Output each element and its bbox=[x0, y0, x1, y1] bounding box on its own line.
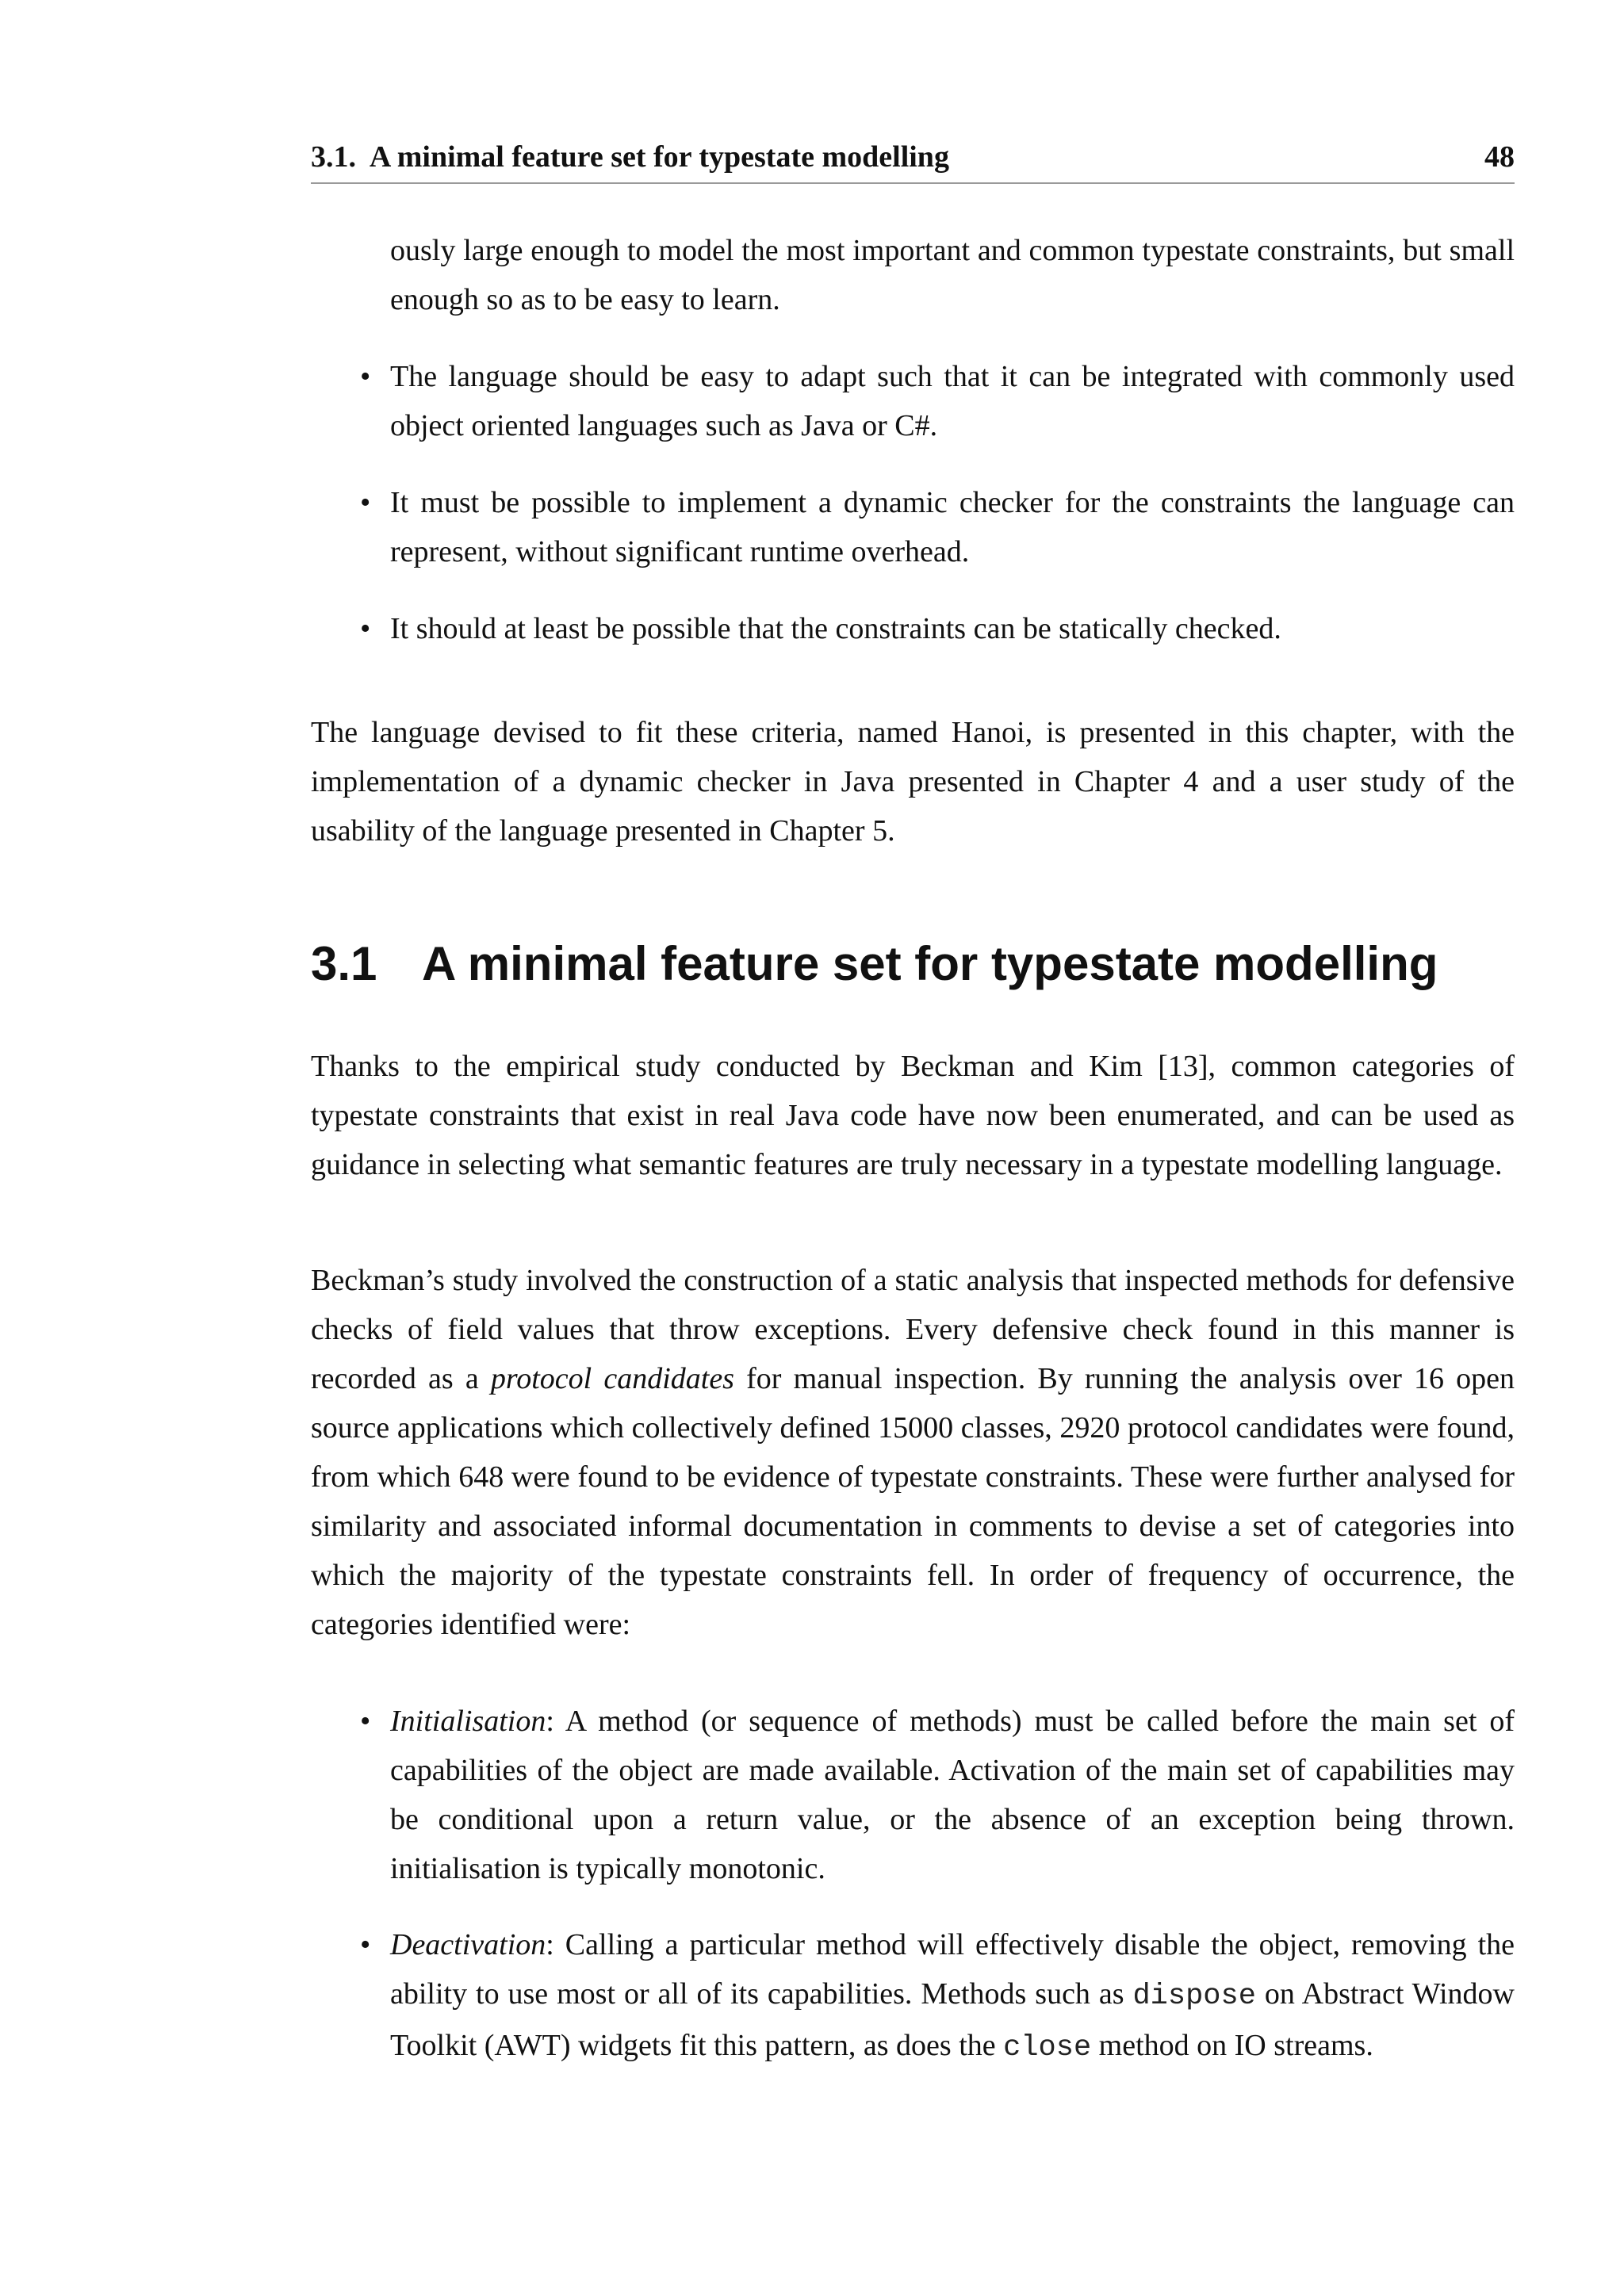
paragraph-2 bbox=[311, 1256, 1515, 1649]
protocol-candidates-term: protocol candidates bbox=[490, 1362, 734, 1395]
intro-continuation-block bbox=[311, 226, 1515, 324]
paragraph-1: Thanks to the empirical study conducted by Beckman and Kim [13], common categories of typestate constraints that exist in real Java code have now been enumerated, and can be used as guidance in selecting what semantic features are truly necessary in a typestate modelling language. bbox=[311, 1050, 1515, 1181]
criteria-bullet-text: The language should be easy to adapt such that it can be integrated with commonly used object oriented languages such as Java or C#. bbox=[390, 360, 1515, 442]
bullet-icon: • bbox=[360, 360, 371, 393]
deactivation-text-b: on Abstract Window Toolkit (AWT) widgets fit this pattern, as does the bbox=[390, 1977, 1515, 2062]
paragraph-2-text-b: for manual inspection. By running the analysis over 16 open source applications which collectively defined 15000 classes, 2920 protocol candidates were found, from which 648 were found to be evidence of typestate constraints. These were further analysed for similarity and associated informal documentation in comments to devise a set of categories into which the majority of the typestate constraints fell. In order of frequency of occurrence, the categories identified were: bbox=[311, 1362, 1515, 1641]
criteria-bullet-text: It must be possible to implement a dynamic checker for the constraints the language can represent, without significant runtime overhead. bbox=[390, 486, 1515, 568]
deactivation-term: Deactivation bbox=[390, 1928, 546, 1961]
hanoi-paragraph: The language devised to fit these criteria, named Hanoi, is presented in this chapter, with the implementation of a dynamic checker in Java presented in Chapter 4 and a user study of the usability of the language presented in Chapter 5. bbox=[311, 716, 1515, 848]
deactivation-text-c: method on IO streams. bbox=[1091, 2029, 1373, 2062]
hanoi-paragraph-block bbox=[311, 708, 1515, 855]
paragraph-1-block bbox=[311, 1042, 1515, 1189]
criteria-bullet-2 bbox=[311, 478, 1515, 576]
intro-continuation: ously large enough to model the most important and common typestate constraints, but small enough so as to be easy to learn. bbox=[390, 234, 1515, 316]
page-number: 48 bbox=[1484, 140, 1515, 174]
initialisation-term: Initialisation bbox=[390, 1705, 546, 1738]
section-heading-block bbox=[311, 932, 1515, 996]
dispose-code: dispose bbox=[1132, 1980, 1256, 2013]
category-deactivation bbox=[311, 1920, 1515, 2072]
bullet-icon: • bbox=[360, 1928, 371, 1961]
category-initialisation bbox=[311, 1697, 1515, 1893]
document-page bbox=[311, 0, 1515, 2296]
section-heading bbox=[311, 932, 1515, 996]
close-code: close bbox=[1003, 2031, 1092, 2064]
running-header bbox=[311, 136, 1515, 184]
section-title: A minimal feature set for typestate modelling bbox=[422, 937, 1438, 990]
bullet-icon: • bbox=[360, 1705, 371, 1738]
criteria-bullet-3 bbox=[311, 604, 1515, 653]
criteria-bullet-text: It should at least be possible that the constraints can be statically checked. bbox=[390, 612, 1281, 645]
paragraph-2-block bbox=[311, 1256, 1515, 1649]
bullet-icon: • bbox=[360, 612, 371, 645]
section-number: 3.1 bbox=[311, 937, 377, 990]
criteria-bullet-1 bbox=[311, 352, 1515, 450]
initialisation-text: : A method (or sequence of methods) must be called before the main set of capabilities of the object are made available. Activation of the main set of capabilities may be conditional upon a return value, or the absence of an exception being thrown. initialisation is typically monotonic. bbox=[390, 1705, 1515, 1885]
paragraph-2-text-a: Beckman’s study involved the construction of a static analysis that inspected methods for defensive checks of field values that throw exceptions. Every defensive check found in this manner is recorded as a bbox=[311, 1264, 1515, 1395]
running-header-title: 3.1. A minimal feature set for typestate modelling bbox=[311, 140, 949, 174]
deactivation-text-a: : Calling a particular method will effectively disable the object, removing the ability to use most or all of its capabilities. Methods such as bbox=[390, 1928, 1515, 2011]
bullet-icon: • bbox=[360, 486, 371, 519]
